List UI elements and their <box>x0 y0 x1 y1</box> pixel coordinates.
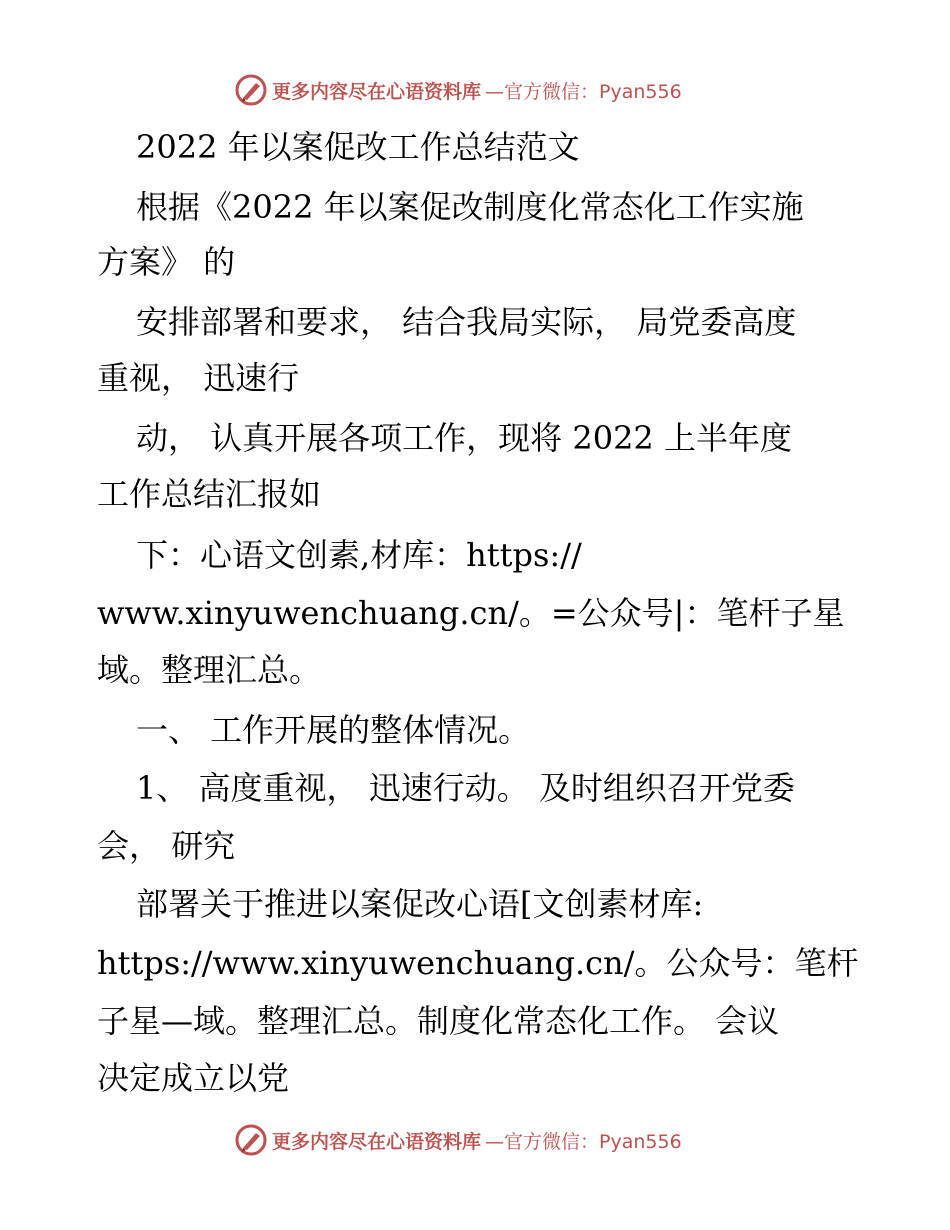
footer-banner <box>234 1122 682 1158</box>
paragraph-line: 下：心语文创素,材库：https:// <box>136 536 582 574</box>
pen-logo-icon <box>234 73 268 107</box>
paragraph-line: 动， 认真开展各项工作，现将 2022 上半年度 <box>136 419 792 457</box>
paragraph-line: 方案》 的 <box>97 243 236 281</box>
paragraph-line: 子星—域。整理汇总。制度化常态化工作。 会议 <box>97 1002 780 1040</box>
paragraph-line: 会， 研究 <box>97 827 236 865</box>
paragraph-line: 安排部署和要求， 结合我局实际， 局党委高度 <box>136 303 797 341</box>
paragraph-line: 重视， 迅速行 <box>97 359 300 397</box>
paragraph-line: www.xinyuwenchuang.cn/。=公众号|：笔杆子星 <box>97 594 845 632</box>
header-banner <box>234 72 682 108</box>
banner-wechat: —官方微信：Pyan556 <box>485 80 682 103</box>
banner-slogan: 更多内容尽在心语资料库 <box>272 1130 482 1153</box>
paragraph-line: 域。整理汇总。 <box>97 651 322 689</box>
pen-logo-icon <box>234 1123 268 1157</box>
paragraph-line: 决定成立以党 <box>97 1059 290 1097</box>
paragraph-line: https://www.xinyuwenchuang.cn/。公众号：笔杆 <box>97 944 859 982</box>
document-title: 2022 年以案促改工作总结范文 <box>136 128 580 166</box>
banner-slogan: 更多内容尽在心语资料库 <box>272 80 482 103</box>
banner-wechat: —官方微信：Pyan556 <box>485 1130 682 1153</box>
paragraph-line: 工作总结汇报如 <box>97 475 322 513</box>
section-heading: 一、 工作开展的整体情况。 <box>136 711 531 749</box>
paragraph-line: 根据《2022 年以案促改制度化常态化工作实施 <box>136 188 804 226</box>
paragraph-line: 1、 高度重视， 迅速行动。 及时组织召开党委 <box>136 769 795 807</box>
paragraph-line: 部署关于推进以案促改心语[文创素材库: <box>136 885 704 923</box>
